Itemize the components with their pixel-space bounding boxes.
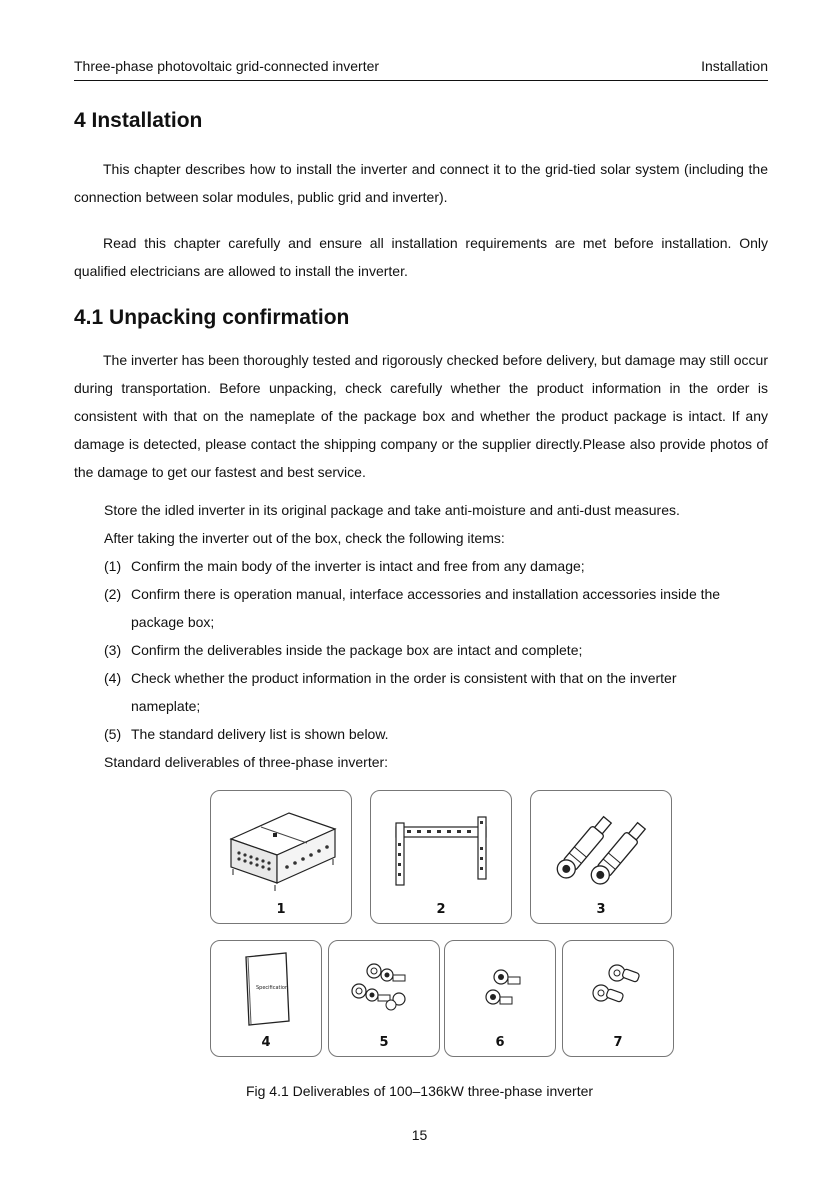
list-item	[104, 552, 768, 580]
list-item-text: Confirm the main body of the inverter is intact and free from any damage;	[131, 558, 585, 574]
deliverable-number: 1	[276, 902, 286, 917]
mounting-bracket-icon	[371, 791, 511, 901]
page-number: 15	[411, 1127, 428, 1143]
list-item-number: (5)	[104, 726, 122, 742]
deliverable-number: 3	[596, 902, 606, 917]
list-item-number: (1)	[104, 558, 122, 574]
list-item-text: The standard delivery list is shown below.	[131, 726, 389, 742]
check-intro: After taking the inverter out of the box, check the following items:	[104, 530, 505, 546]
deliverable-screws-washers	[328, 940, 440, 1057]
ring-terminal-icon	[563, 941, 673, 1036]
list-item-text: Confirm the deliverables inside the package box are intact and complete;	[131, 642, 583, 658]
header-title: Three-phase photovoltaic grid-connected inverter	[74, 58, 380, 74]
manual-booklet-icon	[211, 941, 321, 1036]
deliverable-inverter	[210, 790, 352, 924]
pv-connector-icon	[531, 791, 671, 901]
list-item-continuation: package box;	[131, 614, 215, 630]
inverter-icon	[211, 791, 351, 901]
list-item-continuation: nameplate;	[131, 698, 201, 714]
list-item	[104, 636, 768, 664]
list-item-text: Check whether the product information in the order is consistent with that on the inverter	[131, 670, 677, 686]
screw-set-icon	[329, 941, 439, 1036]
header-section: Installation	[701, 58, 768, 74]
deliverable-number: 5	[379, 1035, 389, 1050]
list-item	[104, 664, 768, 720]
page-header	[74, 56, 768, 81]
deliverable-number: 6	[495, 1035, 505, 1050]
list-item-number: (3)	[104, 642, 122, 658]
list-item	[104, 720, 768, 748]
list-item-number: (2)	[104, 586, 122, 602]
deliverable-pv-connectors	[530, 790, 672, 924]
booklet-label: Specification	[256, 985, 289, 991]
deliverable-manual	[210, 940, 322, 1057]
section-paragraph-2: Read this chapter carefully and ensure all installation requirements are met before installation. Only qualified electricians are allowed to install the inverter.	[74, 235, 768, 279]
deliverable-bolts	[444, 940, 556, 1057]
deliverable-ring-terminals	[562, 940, 674, 1057]
deliverable-number: 7	[613, 1035, 623, 1050]
deliverable-number: 4	[261, 1035, 271, 1050]
bolt-icon	[445, 941, 555, 1036]
figure-caption: Fig 4.1 Deliverables of 100–136kW three-phase inverter	[245, 1083, 594, 1099]
list-item-number: (4)	[104, 670, 122, 686]
subsection-title: 4.1 Unpacking confirmation	[74, 306, 350, 329]
section-title: 4 Installation	[74, 109, 203, 132]
deliverables-title: Standard deliverables of three-phase inverter:	[104, 754, 389, 770]
store-instruction: Store the idled inverter in its original package and take anti-moisture and anti-dust measures.	[104, 502, 680, 518]
subsection-paragraph-1: The inverter has been thoroughly tested and rigorously checked before delivery, but damage may still occur during transportation. Before unpacking, check carefully whether the product information in the order is consistent with that on the nameplate of the package box and whether the product package is intact. If any damage is detected, please contact the shipping company or the supplier directly.Please also provide photos of the damage to get our fastest and best service.	[74, 352, 768, 480]
deliverable-mounting-bracket	[370, 790, 512, 924]
deliverable-number: 2	[436, 902, 446, 917]
section-paragraph-1: This chapter describes how to install the inverter and connect it to the grid-tied solar system (including the connection between solar modules, public grid and inverter).	[74, 161, 768, 205]
list-item-text: Confirm there is operation manual, interface accessories and installation accessories inside the	[131, 586, 721, 602]
list-item	[104, 580, 768, 636]
